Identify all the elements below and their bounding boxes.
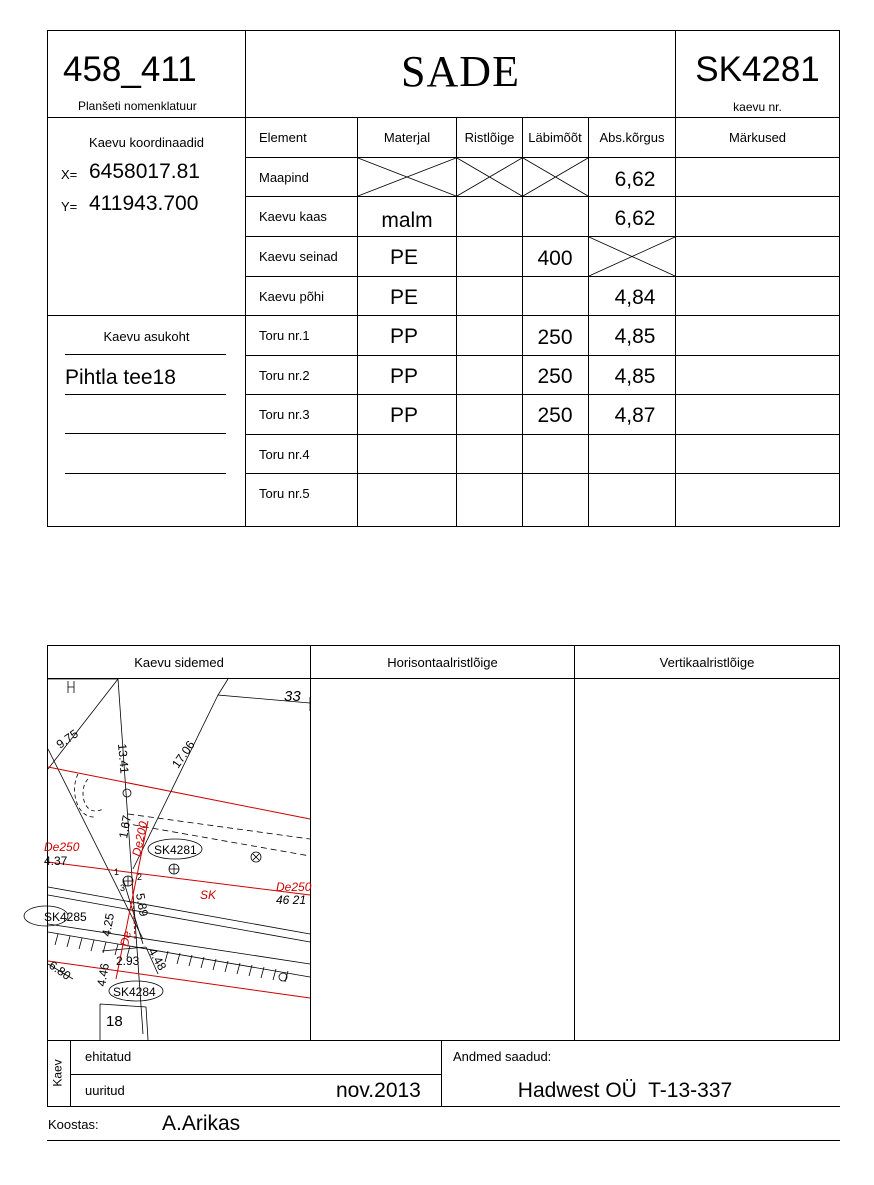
author-value: A.Arikas	[162, 1112, 241, 1135]
links-header: Kaevu sidemed	[134, 655, 224, 670]
distance-label: 4.37	[44, 854, 68, 868]
distance-label: 5.89	[133, 892, 151, 918]
renewed-label: uuritud	[85, 1083, 125, 1098]
x-coordinate: 6458017.81	[89, 160, 200, 183]
header-cross-section: Ristlõige	[464, 130, 515, 145]
author-label: Koostas:	[48, 1117, 99, 1132]
x-prefix: X=	[61, 167, 78, 182]
distance-label: 13.41	[115, 743, 132, 775]
cell-elevation: 4,85	[614, 365, 656, 388]
well-label-sk4285: SK4285	[44, 910, 87, 924]
node-number: 2	[137, 872, 143, 882]
row-element-label: Toru nr.4	[259, 447, 310, 462]
renewed-value: nov.2013	[336, 1079, 421, 1102]
row-element-label: Kaevu põhi	[259, 289, 325, 304]
well-label-sk4281: SK4281	[154, 843, 197, 857]
y-coordinate: 411943.700	[89, 192, 199, 215]
built-label: ehitatud	[85, 1049, 132, 1064]
cell-elevation: 4,87	[614, 404, 656, 427]
row-element-label: Kaevu seinad	[259, 249, 338, 264]
distance-label: 4.48	[145, 945, 170, 973]
distance-label: 2.93	[116, 954, 140, 968]
y-prefix: Y=	[61, 199, 78, 214]
well-links-map	[44, 679, 312, 1040]
well-id: SK4281	[695, 50, 820, 89]
row-element-label: Toru nr.3	[259, 407, 310, 422]
header-elevation: Abs.kõrgus	[599, 130, 665, 145]
well-id-label: kaevu nr.	[733, 100, 782, 114]
row-element-label: Toru nr.1	[259, 328, 310, 343]
cell-material: PP	[389, 404, 418, 427]
header-material: Materjal	[383, 130, 431, 145]
pipe-label: De250	[276, 880, 312, 894]
pipe-label: SK	[200, 888, 217, 902]
cell-material: PP	[389, 325, 418, 348]
coordinates-label: Kaevu koordinaadid	[89, 135, 204, 150]
side-label: Kaev	[50, 1059, 65, 1087]
data-source-label: Andmed saadud:	[453, 1049, 552, 1064]
horizontal-section-header: Horisontaalristlõige	[387, 655, 498, 670]
vertical-section-header: Vertikaalristlõige	[659, 655, 755, 670]
distance-label: 46 21	[276, 893, 307, 907]
distance-label: 4.46	[94, 962, 113, 988]
row-element-label: Toru nr.5	[259, 486, 310, 501]
cell-diameter: 250	[537, 326, 573, 349]
node-number: 1	[114, 867, 120, 877]
cell-elevation: 4,85	[614, 325, 656, 348]
cell-diameter: 250	[537, 365, 573, 388]
sheet-label: Planšeti nomenklatuur	[78, 99, 197, 113]
pipe-label: De200	[129, 820, 151, 858]
distance-label: 9.75	[53, 726, 81, 752]
header-element: Element	[259, 130, 307, 145]
pipe-label: De	[117, 929, 135, 948]
row-element-label: Kaevu kaas	[259, 209, 327, 224]
distance-label: 6.80	[46, 957, 74, 983]
sheet-number: 458_411	[63, 50, 197, 89]
pipe-label: De250	[44, 840, 80, 854]
cell-material: PE	[389, 246, 418, 269]
location-label: Kaevu asukoht	[103, 329, 190, 344]
header-diameter: Läbimõõt	[528, 130, 582, 145]
crossed-cells	[0, 0, 874, 530]
cell-elevation: 6,62	[614, 168, 656, 191]
data-source-value: Hadwest OÜ T-13-337	[517, 1079, 733, 1102]
row-element-label: Toru nr.2	[259, 368, 310, 383]
cell-diameter: 400	[537, 247, 573, 270]
cell-elevation: 4,84	[614, 286, 656, 309]
house-number-33: 33	[284, 688, 301, 705]
distance-label: 4.25	[99, 912, 118, 938]
house-number-18: 18	[106, 1013, 123, 1030]
cell-material: PE	[389, 286, 418, 309]
header-notes: Märkused	[728, 130, 787, 145]
drawing-type-title: SADE	[401, 47, 520, 96]
cell-diameter: 250	[537, 404, 573, 427]
cell-material: malm	[381, 209, 433, 232]
row-element-label: Maapind	[259, 170, 309, 185]
distance-label: 17.06	[168, 738, 198, 771]
cell-material: PP	[389, 365, 418, 388]
cell-elevation: 6,62	[614, 207, 656, 230]
well-label-sk4284: SK4284	[113, 985, 156, 999]
location-address: Pihtla tee18	[65, 366, 176, 389]
distance-label: 1.67	[116, 814, 135, 840]
node-number: 3	[120, 883, 126, 893]
